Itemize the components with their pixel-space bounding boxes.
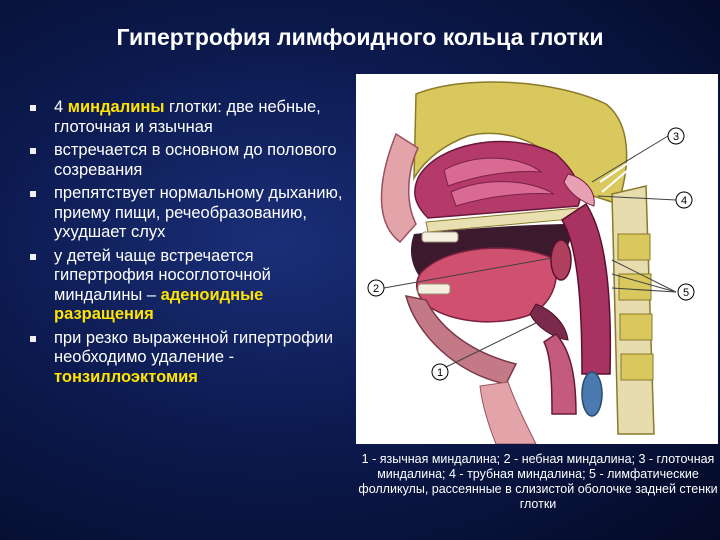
figure-label-5	[678, 284, 694, 300]
bullet-highlight: миндалины	[67, 98, 165, 116]
bullet-text: при резко выраженной гипертрофии необходимо удаление -	[54, 328, 334, 366]
svg-text:3: 3	[672, 131, 680, 143]
figure-label-3	[668, 128, 684, 144]
figure-caption: 1 - язычная миндалина; 2 - небная миндалина; 3 - глоточная миндалина; 4 - трубная миндалина; 5 - лимфатические фолликулы, рассеянные в слизистой оболочке задней стенки глотки	[358, 452, 718, 511]
bullet-item	[30, 329, 352, 388]
bullet-highlight: аденоидные разращения	[54, 285, 264, 323]
bullet-item	[30, 247, 352, 325]
bullet-text: у детей чаще встречается гипертрофия носоглоточной миндалины –	[54, 246, 271, 304]
bullet-item	[30, 141, 352, 180]
svg-text:4: 4	[680, 195, 688, 207]
figure-label-1	[432, 364, 448, 380]
bullet-text: 4	[54, 98, 68, 116]
pharynx-cross-section-image	[356, 74, 718, 444]
square-bullet-icon	[30, 148, 36, 154]
square-bullet-icon	[30, 191, 36, 197]
square-bullet-icon	[30, 336, 36, 342]
bullet-highlight: тонзиллоэктомия	[54, 367, 198, 386]
bullet-item	[30, 184, 352, 243]
square-bullet-icon	[30, 254, 36, 260]
figure-label-2	[368, 280, 384, 296]
svg-text:1: 1	[436, 367, 444, 379]
anatomy-illustration	[356, 74, 718, 444]
figure-label-4	[676, 192, 692, 208]
svg-text:2: 2	[372, 283, 380, 295]
svg-text:5: 5	[682, 287, 690, 299]
slide-title: Гипертрофия лимфоидного кольца глотки	[116, 24, 604, 50]
bullet-text: встречается в основном до полового созревания	[54, 141, 337, 179]
bullet-item	[30, 98, 352, 137]
square-bullet-icon	[30, 105, 36, 111]
bullet-list	[30, 98, 352, 391]
bullet-text-after: глотки: две небные, глоточная и язычная	[54, 98, 321, 136]
bullet-text: препятствует нормальному дыханию, приему пищи, речеобразованию, ухудшает слух	[54, 184, 343, 241]
